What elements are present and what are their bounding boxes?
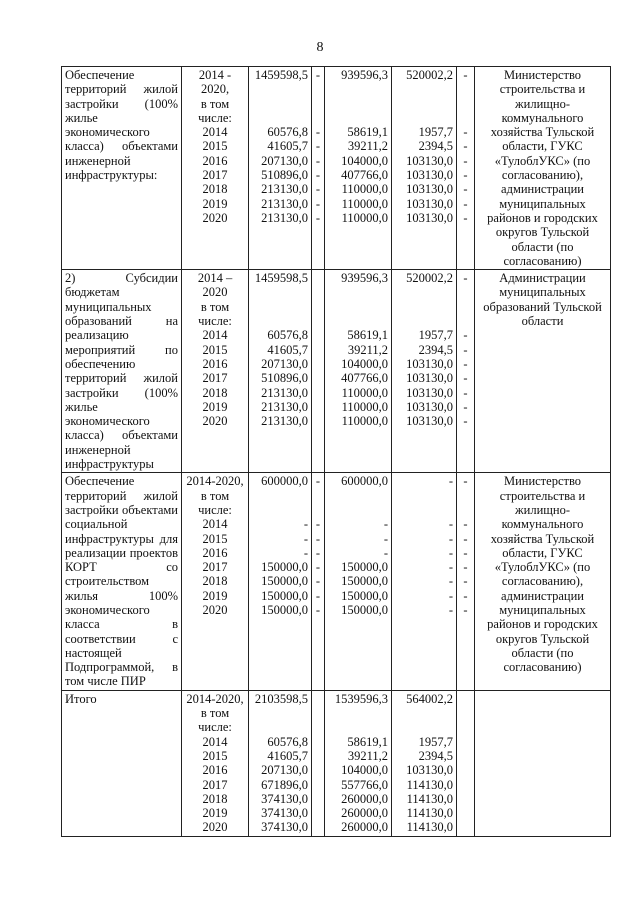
municipal-amount: - — [448, 588, 453, 603]
municipal-amount: 103130,0 — [406, 371, 453, 386]
municipal-amount: 2394,5 — [418, 139, 453, 154]
total-amount: - — [303, 517, 308, 532]
regional-amount: 110000,0 — [341, 385, 388, 400]
regional-amount-cell — [325, 690, 392, 836]
municipal-amount: 114130,0 — [406, 820, 453, 835]
year-label: 2015 — [202, 139, 228, 154]
extra-amount-cell — [457, 67, 475, 270]
extra-amount-cell — [457, 270, 475, 473]
regional-amount: 150000,0 — [341, 560, 388, 575]
extra-amount: - — [463, 602, 468, 617]
extra-amount: - — [463, 560, 468, 575]
extra-amount: - — [463, 153, 468, 168]
federal-amount — [315, 386, 321, 400]
federal-amount — [315, 806, 321, 820]
measure-name: Обеспечение территорий жилой застройки (100% жилье экономического класса) объектами инженерной инфраструктуры: — [62, 67, 182, 270]
municipal-amount: - — [448, 560, 453, 575]
total-amount: - — [303, 545, 308, 560]
regional-amount: 110000,0 — [341, 414, 388, 429]
regional-amount: 150000,0 — [341, 588, 388, 603]
page-number: 8 — [316, 40, 324, 55]
federal-amount: - — [315, 196, 321, 211]
regional-amount: 39211,2 — [347, 139, 388, 154]
total-amount: 213130,0 — [261, 210, 308, 225]
regional-amount: 150000,0 — [341, 574, 388, 589]
federal-amount: - — [315, 560, 321, 575]
total-amount-cell — [249, 690, 312, 836]
period-cell — [182, 690, 249, 836]
municipal-amount: 103130,0 — [406, 399, 453, 414]
period-line: в том — [200, 299, 230, 314]
regional-amount: - — [383, 545, 388, 560]
extra-amount-cell — [457, 690, 475, 836]
year-label: 2019 — [202, 588, 228, 603]
year-label: 2015 — [202, 531, 228, 546]
federal-amount: - — [315, 588, 321, 603]
executor — [475, 690, 611, 836]
extra-amount: - — [463, 139, 468, 154]
municipal-amount: 564002,2 — [406, 691, 453, 706]
year-label: 2014 — [202, 125, 228, 140]
year-label: 2015 — [202, 748, 228, 763]
extra-amount: - — [463, 328, 468, 343]
municipal-amount: 103130,0 — [406, 153, 453, 168]
regional-amount: 260000,0 — [341, 820, 388, 835]
extra-amount: - — [463, 68, 468, 82]
municipal-amount-cell — [392, 270, 457, 473]
period-line: числе: — [198, 502, 232, 517]
federal-amount — [315, 414, 321, 428]
extra-amount-cell — [457, 473, 475, 690]
total-amount: - — [303, 531, 308, 546]
federal-amount: - — [315, 139, 321, 154]
extra-amount: - — [463, 125, 468, 140]
table-row — [62, 690, 611, 836]
total-amount: 60576,8 — [267, 328, 308, 343]
year-label: 2020 — [202, 210, 228, 225]
total-amount: 207130,0 — [261, 153, 308, 168]
regional-amount: - — [383, 517, 388, 532]
federal-amount — [315, 778, 321, 792]
year-label: 2020 — [202, 414, 228, 429]
federal-amount — [315, 792, 321, 806]
table-row — [62, 473, 611, 690]
year-label: 2018 — [202, 182, 228, 197]
municipal-amount-cell — [392, 67, 457, 270]
federal-amount: - — [315, 153, 321, 168]
extra-amount: - — [463, 342, 468, 357]
federal-amount: - — [315, 531, 321, 546]
total-amount: 1459598,5 — [254, 271, 308, 286]
year-label: 2020 — [202, 820, 228, 835]
municipal-amount: 114130,0 — [406, 806, 453, 821]
year-label: 2016 — [202, 763, 228, 778]
regional-amount: 58619,1 — [347, 734, 388, 749]
total-amount: 510896,0 — [261, 371, 308, 386]
total-amount: 207130,0 — [261, 763, 308, 778]
regional-amount: - — [383, 531, 388, 546]
municipal-amount: 2394,5 — [418, 748, 453, 763]
year-label: 2019 — [202, 806, 228, 821]
municipal-amount: 520002,2 — [406, 271, 453, 286]
extra-amount — [460, 778, 471, 792]
federal-amount: - — [315, 517, 321, 532]
extra-amount — [460, 763, 471, 777]
municipal-amount: 103130,0 — [406, 763, 453, 778]
period-line: в том — [200, 488, 230, 503]
municipal-amount-cell — [392, 473, 457, 690]
total-amount-cell — [249, 473, 312, 690]
regional-amount: 939596,3 — [341, 68, 388, 82]
extra-amount: - — [463, 531, 468, 546]
regional-amount: 58619,1 — [347, 328, 388, 343]
total-amount: 150000,0 — [261, 588, 308, 603]
year-label: 2014 — [202, 328, 228, 343]
total-amount: 41605,7 — [267, 342, 308, 357]
regional-amount-cell — [325, 473, 392, 690]
municipal-amount: 1957,7 — [418, 125, 453, 140]
regional-amount: 407766,0 — [341, 168, 388, 183]
budget-table — [61, 66, 611, 837]
year-label: 2015 — [202, 342, 228, 357]
total-amount: 60576,8 — [267, 734, 308, 749]
year-label: 2017 — [202, 371, 228, 386]
federal-amount — [315, 735, 321, 749]
federal-amount: - — [315, 474, 321, 489]
total-amount: 213130,0 — [261, 182, 308, 197]
municipal-amount: 2394,5 — [418, 342, 453, 357]
federal-amount: - — [315, 545, 321, 560]
year-label: 2014 — [202, 517, 228, 532]
federal-amount — [315, 328, 321, 342]
total-amount-cell — [249, 67, 312, 270]
period-line: в том — [200, 706, 230, 721]
municipal-amount: 103130,0 — [406, 168, 453, 183]
period-line: числе: — [198, 110, 232, 125]
federal-amount — [315, 371, 321, 385]
total-amount: 510896,0 — [261, 168, 308, 183]
extra-amount: - — [463, 474, 468, 489]
federal-amount: - — [315, 574, 321, 589]
federal-amount: - — [315, 168, 321, 183]
regional-amount-cell — [325, 67, 392, 270]
extra-amount: - — [463, 414, 468, 429]
federal-amount — [315, 820, 321, 834]
regional-amount: 104000,0 — [341, 153, 388, 168]
extra-amount: - — [463, 574, 468, 589]
extra-amount: - — [463, 182, 468, 197]
municipal-amount: 103130,0 — [406, 414, 453, 429]
regional-amount: 260000,0 — [341, 791, 388, 806]
municipal-amount: 1957,7 — [418, 328, 453, 343]
extra-amount: - — [463, 517, 468, 532]
regional-amount: 58619,1 — [347, 125, 388, 140]
federal-amount-cell — [312, 67, 325, 270]
period-line: 2014-2020, — [186, 474, 244, 489]
year-label: 2016 — [202, 545, 228, 560]
measure-name: Обеспечение территорий жилой застройки объектами социальной инфраструктуры для реализации проектов КОРТ со строительством жилья 100% экономического класса в соответствии с настоящей Подпрограммой, в том числе ПИР — [62, 473, 182, 690]
executor: Администрации муниципальных образований Тульской области — [475, 270, 611, 473]
extra-amount: - — [463, 371, 468, 386]
total-amount: 41605,7 — [267, 748, 308, 763]
regional-amount: 110000,0 — [341, 399, 388, 414]
period-line: в том — [200, 96, 230, 111]
period-line: числе: — [198, 314, 232, 329]
regional-amount: 39211,2 — [347, 342, 388, 357]
federal-amount: - — [315, 602, 321, 617]
extra-amount — [460, 692, 471, 706]
year-label: 2016 — [202, 356, 228, 371]
regional-amount: 939596,3 — [341, 271, 388, 286]
municipal-amount: - — [448, 574, 453, 589]
municipal-amount: - — [448, 531, 453, 546]
municipal-amount: 1957,7 — [418, 734, 453, 749]
regional-amount: 39211,2 — [347, 748, 388, 763]
municipal-amount: - — [448, 545, 453, 560]
year-label: 2017 — [202, 777, 228, 792]
year-label: 2020 — [202, 602, 228, 617]
federal-amount-cell — [312, 473, 325, 690]
regional-amount: 110000,0 — [341, 182, 388, 197]
period-line: 2014-2020, — [186, 691, 244, 706]
municipal-amount-cell — [392, 690, 457, 836]
extra-amount: - — [463, 399, 468, 414]
measure-name: 2) Субсидии бюджетам муниципальных образований на реализацию мероприятий по обеспечению территорий жилой застройки (100% жилье экономического класса) объектами инженерной инфраструктуры — [62, 270, 182, 473]
municipal-amount: 103130,0 — [406, 196, 453, 211]
period-line: числе: — [198, 720, 232, 735]
extra-amount: - — [463, 385, 468, 400]
municipal-amount: - — [448, 474, 453, 489]
total-amount: 41605,7 — [267, 139, 308, 154]
year-label: 2017 — [202, 168, 228, 183]
total-amount-cell — [249, 270, 312, 473]
total-amount: 213130,0 — [261, 196, 308, 211]
total-amount: 150000,0 — [261, 560, 308, 575]
period-cell — [182, 270, 249, 473]
total-amount: 213130,0 — [261, 399, 308, 414]
extra-amount — [460, 735, 471, 749]
year-label: 2019 — [202, 399, 228, 414]
regional-amount-cell — [325, 270, 392, 473]
regional-amount: 104000,0 — [341, 356, 388, 371]
total-amount: 600000,0 — [261, 474, 308, 489]
extra-amount — [460, 820, 471, 834]
total-amount: 60576,8 — [267, 125, 308, 140]
period-line: 2014 - — [198, 68, 232, 82]
period-cell — [182, 67, 249, 270]
extra-amount: - — [463, 588, 468, 603]
federal-amount — [315, 271, 321, 285]
extra-amount — [460, 749, 471, 763]
period-line: 2014 – — [197, 271, 233, 286]
extra-amount: - — [463, 168, 468, 183]
year-label: 2018 — [202, 791, 228, 806]
federal-amount — [315, 692, 321, 706]
extra-amount: - — [463, 545, 468, 560]
total-amount: 150000,0 — [261, 574, 308, 589]
federal-amount: - — [315, 210, 321, 225]
municipal-amount: 103130,0 — [406, 210, 453, 225]
federal-amount — [315, 343, 321, 357]
regional-amount: 104000,0 — [341, 763, 388, 778]
federal-amount: - — [315, 68, 321, 82]
period-line: 2020, — [200, 82, 230, 97]
table-row — [62, 67, 611, 270]
federal-amount — [315, 357, 321, 371]
federal-amount — [315, 749, 321, 763]
executor: Министерство строительства и жилищно-коммунального хозяйства Тульской области, ГУКС «ТулоблУКС» (по согласованию), администрации муниципальных районов и городских округов Тульской области (по согласованию) — [475, 67, 611, 270]
period-cell — [182, 473, 249, 690]
federal-amount-cell — [312, 690, 325, 836]
extra-amount: - — [463, 196, 468, 211]
municipal-amount: 103130,0 — [406, 356, 453, 371]
total-amount: 213130,0 — [261, 414, 308, 429]
extra-amount: - — [463, 210, 468, 225]
year-label: 2018 — [202, 385, 228, 400]
total-amount: 150000,0 — [261, 602, 308, 617]
total-amount: 374130,0 — [261, 820, 308, 835]
period-line: 2020 — [202, 285, 228, 300]
year-label: 2014 — [202, 734, 228, 749]
regional-amount: 557766,0 — [341, 777, 388, 792]
regional-amount: 600000,0 — [341, 474, 388, 489]
total-amount: 374130,0 — [261, 806, 308, 821]
year-label: 2017 — [202, 560, 228, 575]
executor: Министерство строительства и жилищно-коммунального хозяйства Тульской области, ГУКС «ТулоблУКС» (по согласованию), администрации муниципальных районов и городских округов Тульской области (по согласованию) — [475, 473, 611, 690]
table-row — [62, 270, 611, 473]
year-label: 2018 — [202, 574, 228, 589]
municipal-amount: 520002,2 — [406, 68, 453, 82]
municipal-amount: - — [448, 517, 453, 532]
regional-amount: 1539596,3 — [334, 691, 388, 706]
municipal-amount: - — [448, 602, 453, 617]
federal-amount-cell — [312, 270, 325, 473]
regional-amount: 407766,0 — [341, 371, 388, 386]
total-amount: 1459598,5 — [254, 68, 308, 82]
total-amount: 2103598,5 — [254, 691, 308, 706]
regional-amount: 110000,0 — [341, 196, 388, 211]
total-amount: 207130,0 — [261, 356, 308, 371]
extra-amount — [460, 792, 471, 806]
federal-amount: - — [315, 125, 321, 140]
total-amount: 671896,0 — [261, 777, 308, 792]
federal-amount — [315, 763, 321, 777]
municipal-amount: 103130,0 — [406, 182, 453, 197]
municipal-amount: 114130,0 — [406, 777, 453, 792]
year-label: 2016 — [202, 153, 228, 168]
measure-name: Итого — [62, 690, 182, 836]
regional-amount: 150000,0 — [341, 602, 388, 617]
extra-amount — [460, 806, 471, 820]
total-amount: 374130,0 — [261, 791, 308, 806]
federal-amount: - — [315, 182, 321, 197]
total-amount: 213130,0 — [261, 385, 308, 400]
regional-amount: 260000,0 — [341, 806, 388, 821]
regional-amount: 110000,0 — [341, 210, 388, 225]
year-label: 2019 — [202, 196, 228, 211]
federal-amount — [315, 400, 321, 414]
municipal-amount: 103130,0 — [406, 385, 453, 400]
extra-amount: - — [463, 271, 468, 286]
municipal-amount: 114130,0 — [406, 791, 453, 806]
extra-amount: - — [463, 356, 468, 371]
